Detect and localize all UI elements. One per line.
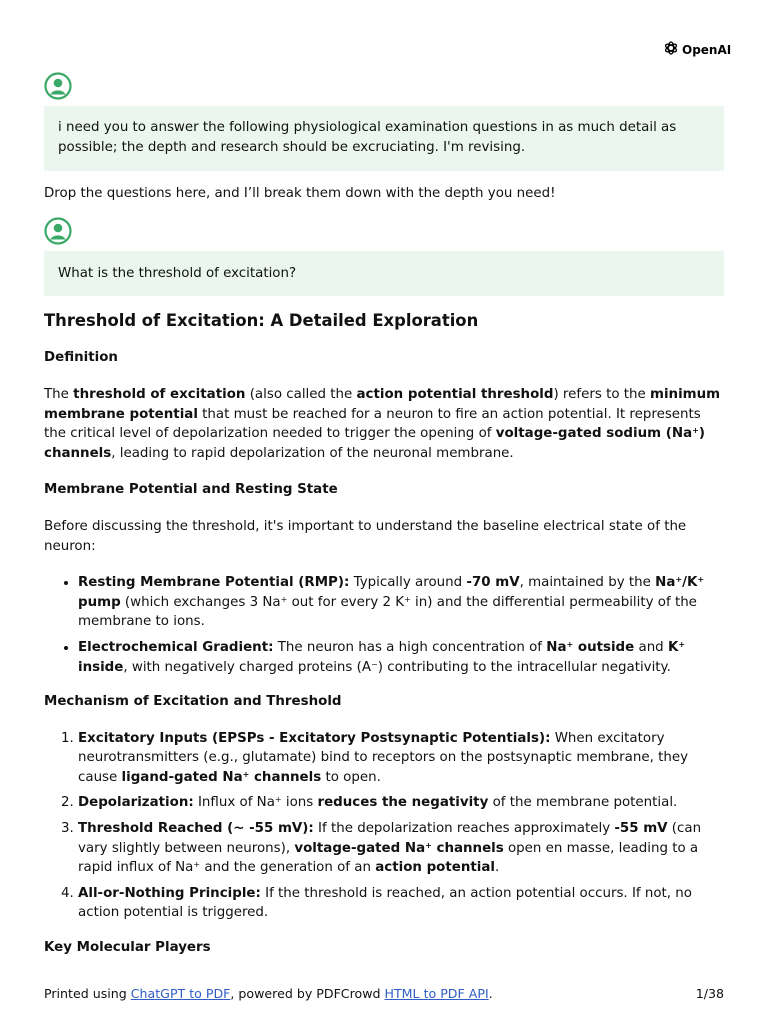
membrane-intro: Before discussing the threshold, it's important to understand the baseline electrical state of the neuron: bbox=[44, 518, 687, 554]
membrane-list bbox=[44, 573, 724, 677]
html-to-pdf-api-link[interactable]: HTML to PDF API bbox=[384, 986, 489, 1001]
list-item: • Electrochemical Gradient: The neuron has a high concentration of Na+ outside and K+ inside, with negatively charged proteins (A−) contributing to the intracellular negativity. bbox=[78, 638, 724, 677]
brand-name: OpenAI bbox=[682, 43, 732, 57]
key-molecular-heading: Key Molecular Players bbox=[44, 940, 211, 956]
mechanism-heading: Mechanism of Excitation and Threshold bbox=[44, 694, 342, 710]
user-avatar-icon bbox=[44, 217, 72, 245]
list-item: 2. Depolarization: Influx of Na+ ions reduces the negativity of the membrane potential. bbox=[78, 793, 724, 813]
membrane-heading: Membrane Potential and Resting State bbox=[44, 482, 338, 498]
definition-paragraph: The threshold of excitation (also called the action potential threshold) refers to the minimum membrane potential that must be reached for a neuron to fire an action potential. It represents the critical level of depolarization needed to trigger the opening of voltage-gated sodium (Na+) channels, leading to rapid depolarization of the neuronal membrane. bbox=[44, 386, 721, 461]
user-message bbox=[44, 251, 724, 297]
definition-heading: Definition bbox=[44, 350, 118, 366]
openai-logo-icon bbox=[663, 40, 679, 60]
list-item: 4. All-or-Nothing Principle: If the threshold is reached, an action potential occurs. If not, no action potential is triggered. bbox=[78, 884, 724, 923]
list-item: 1. Excitatory Inputs (EPSPs - Excitatory Postsynaptic Potentials): When excitatory neurotransmitters (e.g., glutamate) bind to receptors on the postsynaptic membrane, they cause ligand-gated Na+ channels to open. bbox=[78, 729, 724, 788]
list-item: • Resting Membrane Potential (RMP): Typically around -70 mV, maintained by the Na+/K+ pump (which exchanges 3 Na+ out for every 2 K+ in) and the differential permeability of the membrane to ions. bbox=[78, 573, 724, 632]
user-avatar-icon bbox=[44, 72, 72, 100]
user-message-text: i need you to answer the following physiological examination questions in as much detail as possible; the depth and research should be excruciating. I'm revising. bbox=[58, 120, 677, 155]
answer-title: Threshold of Excitation: A Detailed Exploration bbox=[44, 311, 479, 331]
footer-credit: Printed using ChatGPT to PDF, powered by PDFCrowd HTML to PDF API. bbox=[44, 986, 493, 1001]
openai-brand bbox=[663, 40, 731, 60]
user-message-text: What is the threshold of excitation? bbox=[58, 265, 297, 281]
conversation bbox=[44, 72, 724, 975]
list-item: 3. Threshold Reached (~ -55 mV): If the depolarization reaches approximately -55 mV (can vary slightly between neurons), voltage-gated Na+ channels open en masse, leading to a rapid influx of Na+ and the generation of an action potential. bbox=[78, 819, 724, 878]
chatgpt-to-pdf-link[interactable]: ChatGPT to PDF bbox=[130, 986, 231, 1001]
page-footer bbox=[44, 984, 724, 1004]
mechanism-list bbox=[44, 729, 724, 923]
user-message bbox=[44, 106, 724, 171]
page-number: 1/38 bbox=[695, 986, 724, 1001]
assistant-reply: Drop the questions here, and I’ll break them down with the depth you need! bbox=[44, 186, 556, 202]
